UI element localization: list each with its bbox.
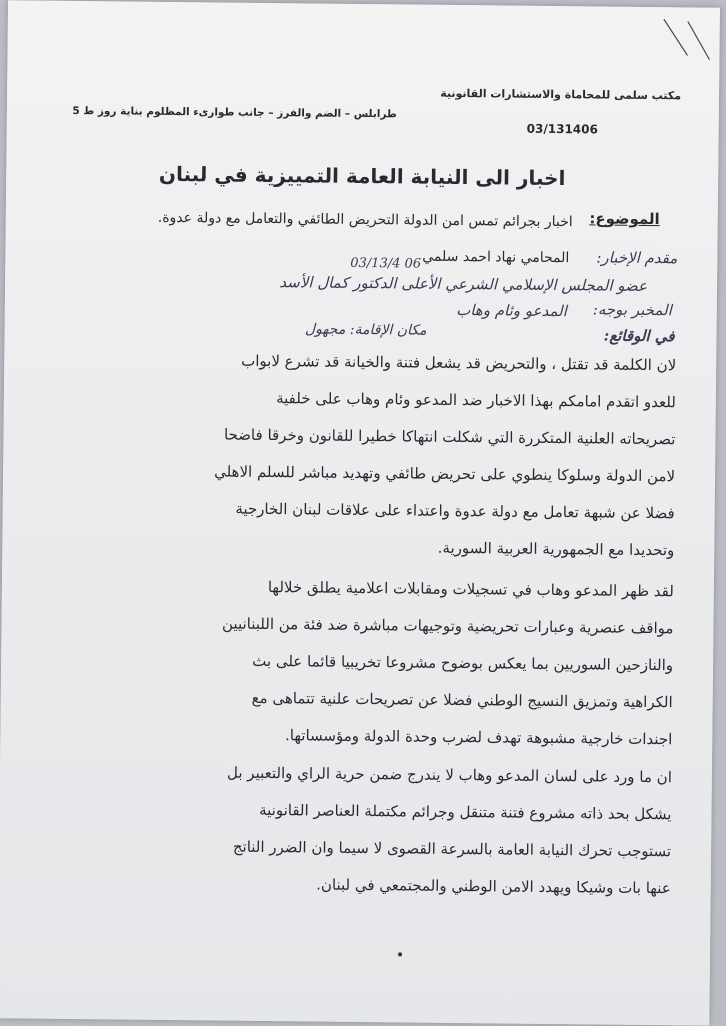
paragraph-line: تصريحاته العلنية المتكررة التي شكلت انتهاكا خطيرا للقانون وخرقا فاضحا [223,425,676,449]
paragraph-line: لامن الدولة وسلوكا ينطوي على تحريض طائفي وتهديد مباشر للسلم الاهلي [214,462,676,486]
paragraph-line: مواقف عنصرية وعبارات تحريضية وتوجيهات مباشرة ضد فئة من اللبنانيين [221,614,674,638]
paragraph-1 [34,341,676,570]
paragraph-line: اجندات خارجية مشبوهة تهدف لضرب وحدة الدولة ومؤسساتها. [284,726,673,749]
paragraph-line: الكراهية وتمزيق النسيج الوطني فضلا عن تصريحات علنية تتماهى مع [251,688,673,712]
informant-detail: عضو المجلس الإسلامي الشرعي الأعلى الدكتور كمال الأسد [279,273,648,295]
page-dot [398,952,402,956]
paragraph-line: والنازحين السوريين بما يعكس بوضوح مشروعا تخريبيا قائما على بث [252,651,674,675]
page-title: اخبار الى النيابة العامة التمييزية في لبنان [158,161,566,191]
corner-mark-icon [657,15,718,66]
paragraph-line: يشكل بحد ذاته مشروع فتنة متنقل وجرائم مكتملة العناصر القانونية [259,800,672,824]
handwritten-date: 03/13/4 06 [350,255,422,272]
paragraph-line: لان الكلمة قد تقتل ، والتحريض قد يشعل فتنة والخيانة قد تشرع لابواب [241,351,677,375]
paragraph-line: عنها بات وشيكا ويهدد الامن الوطني والمجتمعي في لبنان. [316,875,671,898]
paragraph-line: فضلا عن شبهة تعامل مع دولة عدوة واعتداء على علاقات لبنان الخارجية [235,499,675,523]
accused-label: المخبر بوجه: [592,300,672,320]
paragraph-2 [32,567,674,759]
residence: مكان الإقامة: مجهول [304,321,427,339]
accused-value: المدعو وئام وهاب [456,300,567,321]
facts-label: في الوقائع: [603,326,675,346]
paragraph-line: تستوجب تحرك النيابة العامة بالسرعة القصوى لا سيما وان الضرر الناتج [232,837,672,861]
subject-label: الموضوع: [589,209,660,229]
paragraph-line: وتحديدا مع الجمهورية العربية السورية. [437,538,675,560]
informant-label: مقدم الإخبار: [596,248,678,268]
informant-value: المحامي نهاد احمد سلمي [422,248,570,267]
office-address: طرابلس – الضم والفرز – جانب طوارىء المظلوم بناية روز ط 5 [72,104,397,121]
paragraph-line: ان ما ورد على لسان المدعو وهاب لا يندرج ضمن حرية الراي والتعبير بل [226,763,673,787]
reference-number: 03/131406 [526,121,598,137]
paragraph-line: لقد ظهر المدعو وهاب في تسجيلات ومقابلات اعلامية يطلق خلالها [267,578,674,601]
subject-text: اخبار بجرائم تمس امن الدولة التحريض الطائفي والتعامل مع دولة عدوة. [157,209,573,231]
paragraph-line: للعدو اتقدم امامكم بهذا الاخبار ضد المدعو وئام وهاب على خلفية [276,389,676,412]
paragraph-3 [31,753,673,908]
office-name: مكتب سلمى للمحاماة والاستشارات القانونية [440,86,682,103]
